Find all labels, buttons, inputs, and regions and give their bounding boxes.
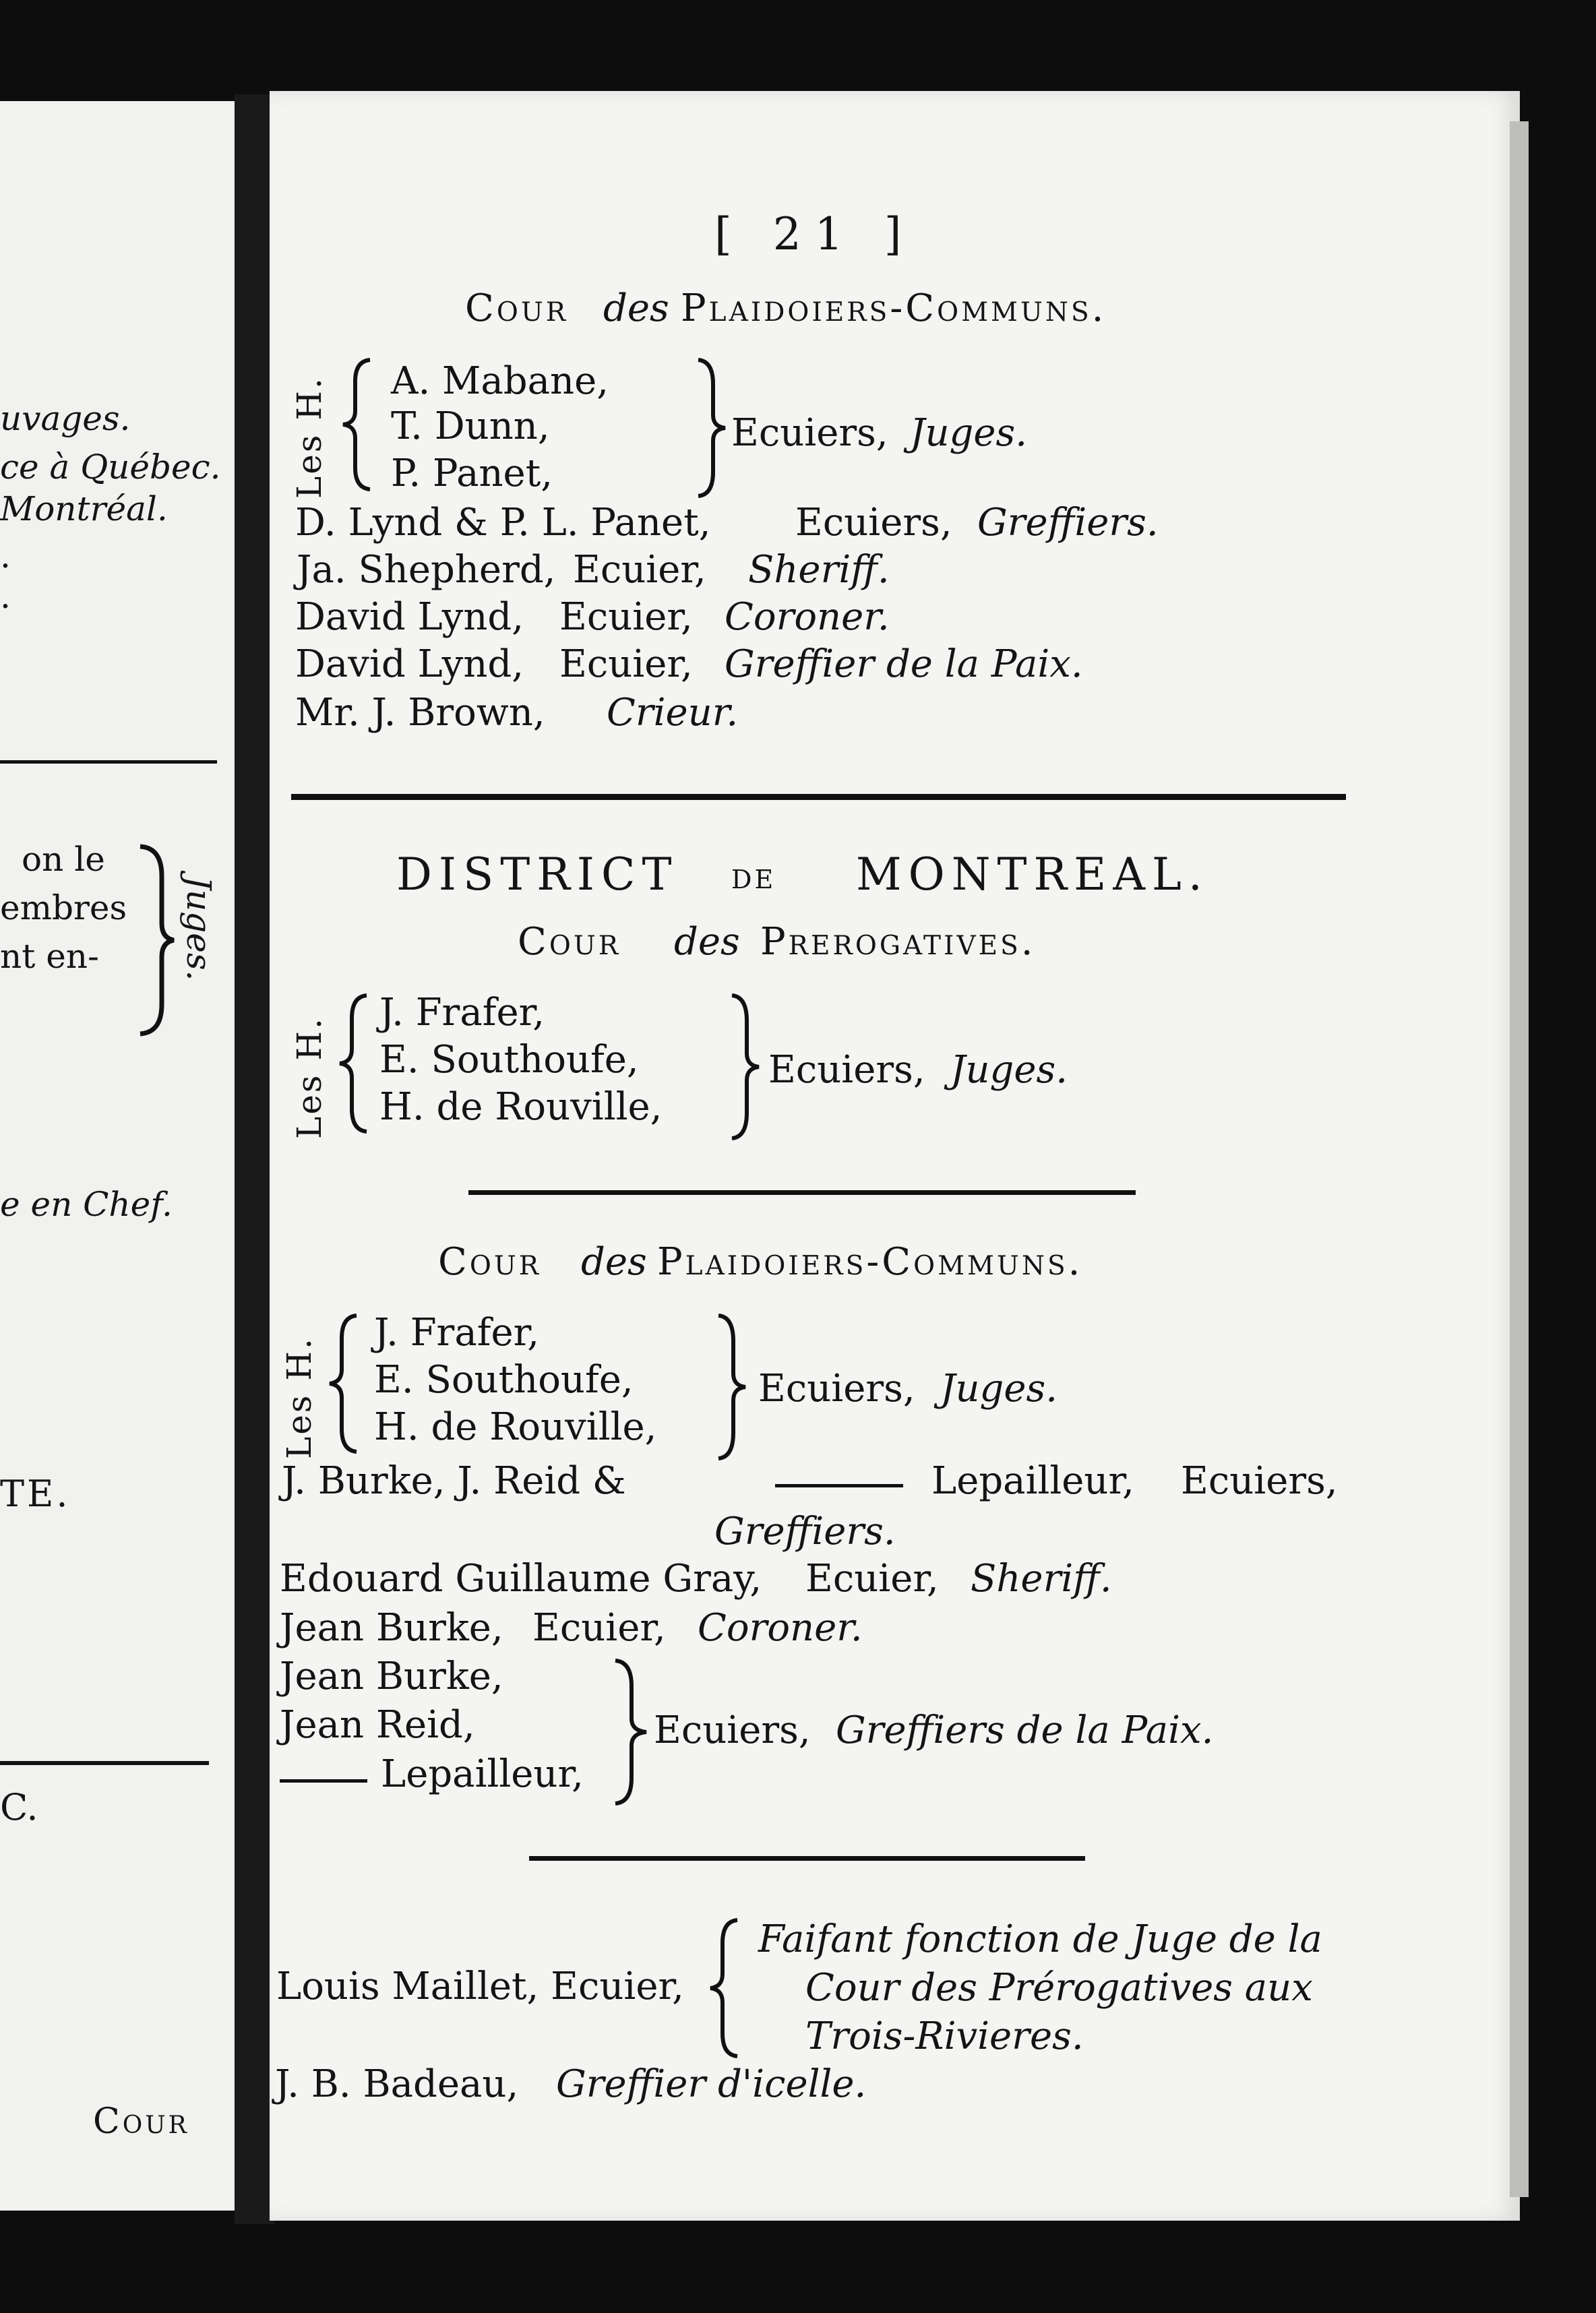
left-text-line: nt en- — [0, 937, 99, 976]
les-h-label: Les H. — [290, 1016, 329, 1139]
page-number: [ 21 ] — [714, 208, 915, 260]
maillet-desc: Faifant fonction de Juge de la — [758, 1917, 1322, 1961]
left-brace — [340, 357, 374, 492]
blank-dash — [280, 1779, 367, 1783]
left-catchword: Cour — [93, 2101, 189, 2142]
left-text-line: Montréal. — [0, 489, 168, 528]
paix-title: Greffiers de la Paix. — [836, 1708, 1214, 1752]
judges-role: Ecuiers, — [768, 1048, 925, 1092]
right-brace — [728, 993, 762, 1141]
left-text-line: C. — [0, 1786, 38, 1828]
judges-role: Ecuiers, — [731, 411, 888, 455]
left-text-line: . — [0, 577, 11, 616]
judge-name: H. de Rouville, — [379, 1085, 663, 1129]
judge-name: E. Southoufe, — [374, 1358, 634, 1402]
section-rule — [468, 1190, 1136, 1195]
judges-role: Ecuiers, — [758, 1367, 915, 1411]
blank-dash — [775, 1484, 903, 1487]
left-text-line: uvages. — [0, 399, 131, 438]
section-rule — [529, 1856, 1085, 1861]
les-h-label: Les H. — [290, 376, 329, 499]
left-juges-vertical: Juges. — [179, 876, 218, 981]
judges-title: Juges. — [910, 411, 1028, 455]
left-text-line: . — [0, 536, 11, 576]
left-brace — [708, 1917, 741, 2059]
left-rule — [0, 760, 217, 764]
page-edge — [1510, 121, 1529, 2197]
maillet-desc: Trois-Rivieres. — [805, 2014, 1084, 2058]
left-brace — [337, 993, 371, 1134]
left-text-line: embres — [0, 888, 127, 927]
left-brace — [135, 842, 175, 1038]
judge-name: H. de Rouville, — [374, 1405, 657, 1449]
maillet-desc: Cour des Prérogatives aux — [805, 1966, 1313, 2010]
judge-name: J. Frafer, — [374, 1311, 539, 1355]
paix-name: Jean Burke, — [280, 1655, 503, 1698]
right-brace — [610, 1658, 650, 1806]
right-brace — [694, 357, 728, 499]
judge-name: J. Frafer, — [379, 991, 545, 1035]
maillet-name: Louis Maillet, Ecuier, — [276, 1965, 684, 2008]
left-brace — [327, 1313, 361, 1454]
left-text-line: e en Chef. — [0, 1185, 173, 1224]
left-text-line: on le — [22, 840, 105, 879]
judges-title: Juges. — [940, 1367, 1058, 1411]
left-rule — [0, 1761, 209, 1765]
judge-name: T. Dunn, — [391, 404, 550, 448]
judges-title: Juges. — [950, 1048, 1068, 1092]
judge-name: P. Panet, — [391, 452, 553, 495]
les-h-label: Les H. — [280, 1336, 319, 1459]
judge-name: E. Southoufe, — [379, 1038, 639, 1082]
paix-name: Lepailleur, — [381, 1752, 584, 1796]
right-brace — [714, 1313, 748, 1461]
left-text-line: ce à Québec. — [0, 448, 221, 487]
book-gutter — [235, 94, 275, 2224]
paix-role: Ecuiers, — [654, 1708, 811, 1752]
section-rule — [291, 794, 1346, 800]
judge-name: A. Mabane, — [391, 359, 609, 403]
left-text-line: TE. — [0, 1473, 71, 1515]
paix-name: Jean Reid, — [280, 1703, 475, 1747]
